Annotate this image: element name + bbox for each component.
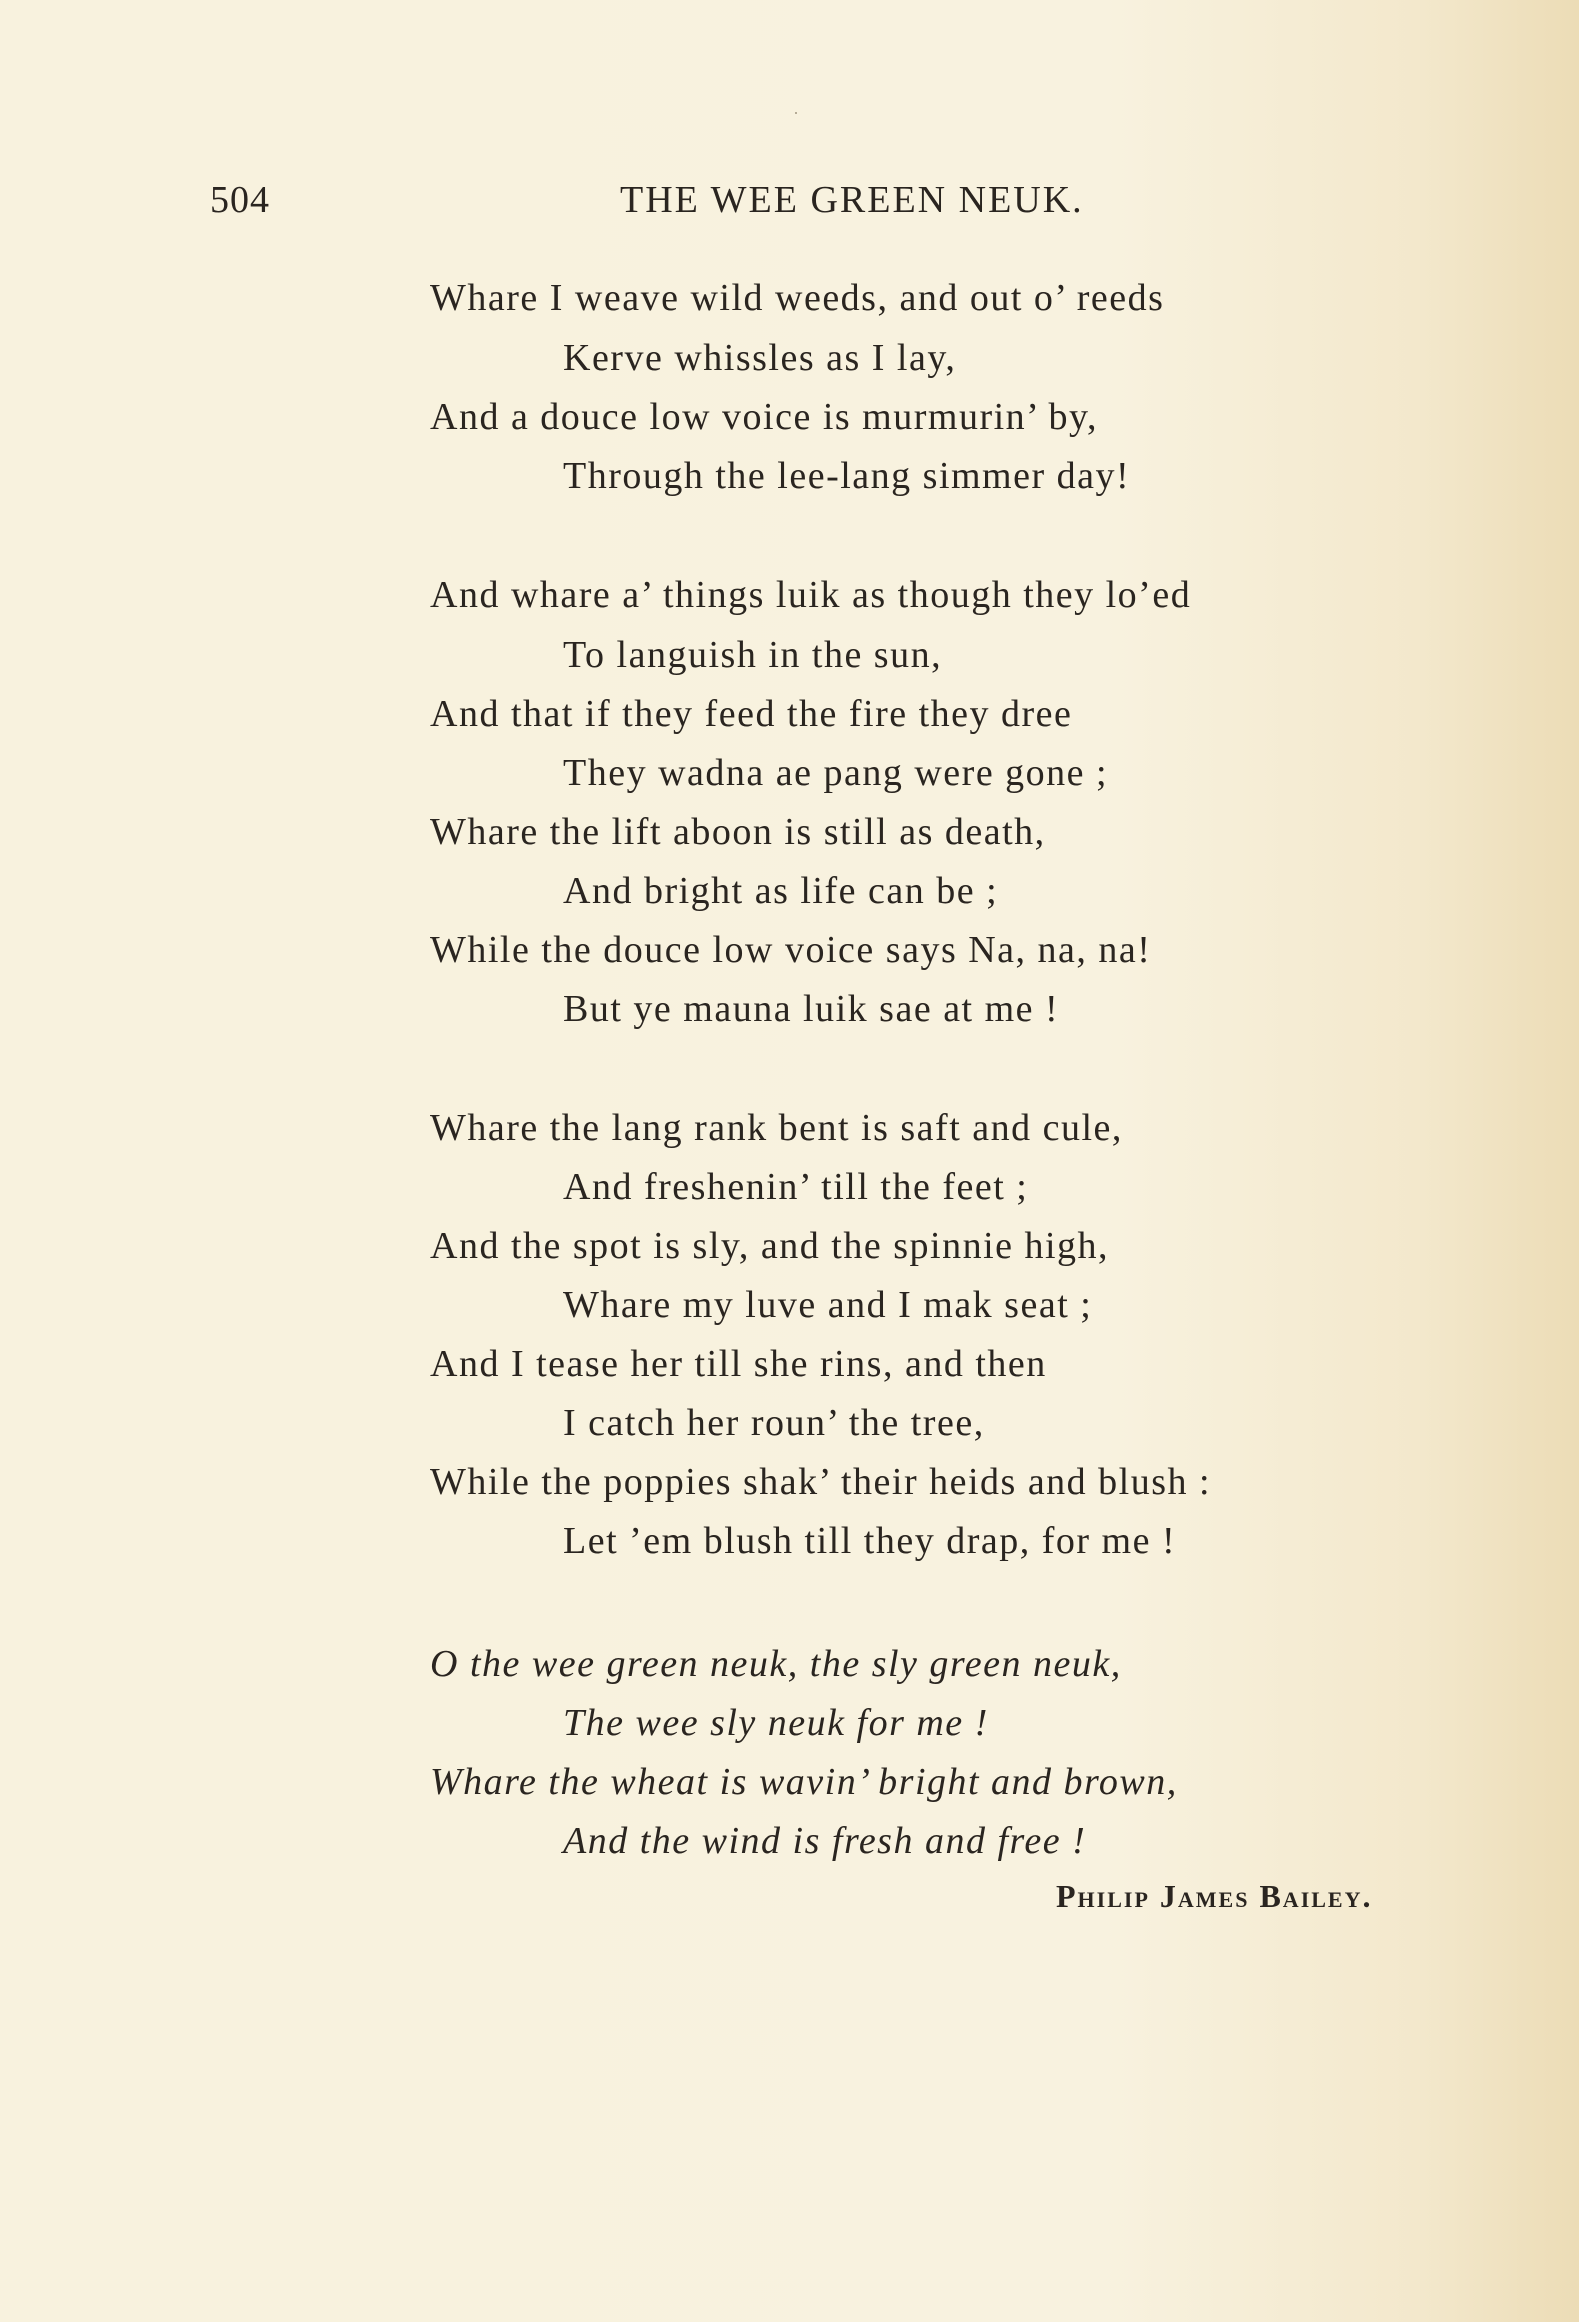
refrain-line: The wee sly neuk for me ! <box>563 1702 989 1744</box>
poem-line: And bright as life can be ; <box>563 870 999 912</box>
poem-line: And a douce low voice is murmurin’ by, <box>430 396 1099 438</box>
page-header <box>0 178 1579 234</box>
poem-line: Whare the lang rank bent is saft and cule, <box>430 1107 1123 1149</box>
poem-line: While the poppies shak’ their heids and blush : <box>430 1461 1212 1503</box>
poem-line: Let ’em blush till they drap, for me ! <box>563 1520 1177 1562</box>
poem-line: Whare my luve and I mak seat ; <box>563 1284 1093 1326</box>
refrain-line: And the wind is fresh and free ! <box>563 1820 1087 1862</box>
poem-line: And I tease her till she rins, and then <box>430 1343 1047 1385</box>
poem-line: I catch her roun’ the tree, <box>563 1402 985 1444</box>
poem-line: To languish in the sun, <box>563 634 943 676</box>
page-number: 504 <box>210 179 270 221</box>
author-attribution: Philip James Bailey. <box>1056 1878 1373 1914</box>
refrain-line: Whare the wheat is wavin’ bright and brown, <box>430 1761 1178 1803</box>
poem-line: Whare the lift aboon is still as death, <box>430 811 1046 853</box>
poem-line: And the spot is sly, and the spinnie high, <box>430 1225 1110 1267</box>
refrain-line: O the wee green neuk, the sly green neuk, <box>430 1643 1122 1685</box>
poem-line: And freshenin’ till the feet ; <box>563 1166 1029 1208</box>
running-title: THE WEE GREEN NEUK. <box>620 179 1084 221</box>
poem-line: But ye mauna luik sae at me ! <box>563 988 1060 1030</box>
poem-line: And that if they feed the fire they dree <box>430 693 1073 735</box>
poem-line: And whare a’ things luik as though they lo’ed <box>430 574 1192 616</box>
poem-line: Whare I weave wild weeds, and out o’ reeds <box>430 277 1165 319</box>
poem-line: They wadna ae pang were gone ; <box>563 752 1109 794</box>
poem-line: Kerve whissles as I lay, <box>563 337 957 379</box>
poem-line: Through the lee-lang simmer day! <box>563 455 1131 497</box>
poem-line: While the douce low voice says Na, na, na! <box>430 929 1152 971</box>
print-speck <box>795 112 797 114</box>
